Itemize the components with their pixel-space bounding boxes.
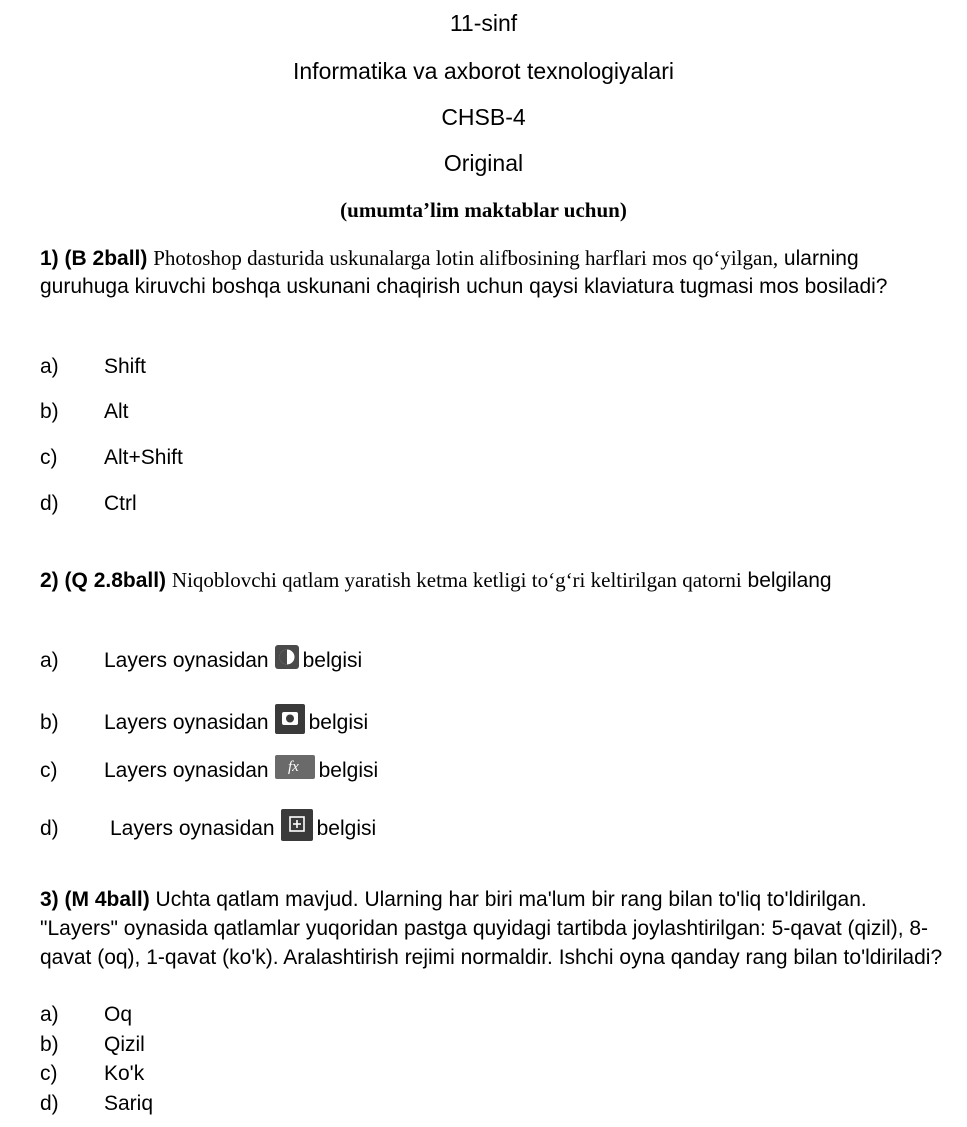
option-suffix: belgisi: [308, 711, 369, 735]
option-letter: a): [40, 355, 59, 378]
question-2: [40, 566, 945, 595]
question-number: 2): [40, 569, 59, 592]
option-text: Ctrl: [104, 492, 137, 515]
new-group-icon: [281, 809, 313, 850]
code-heading: CHSB-4: [441, 104, 526, 130]
option-text: Qizil: [104, 1033, 145, 1056]
question-text: Niqoblovchi qatlam yaratish ketma ketligi to‘g‘ri keltirilgan qatorni: [171, 568, 742, 592]
option-text: Alt: [104, 400, 129, 423]
question-number: 3): [40, 888, 59, 911]
question-points: (M 4ball): [64, 888, 150, 911]
option-letter: c): [40, 1062, 58, 1085]
option-letter: a): [40, 649, 59, 673]
option-2c[interactable]: [40, 755, 378, 785]
option-letter: c): [40, 759, 58, 783]
option-letter: d): [40, 492, 59, 515]
option-letter: d): [40, 817, 59, 841]
option-text: Layers oynasidan: [104, 711, 269, 735]
option-text: Ko'k: [104, 1062, 145, 1085]
option-letter: c): [40, 446, 58, 469]
option-text: Oq: [104, 1003, 133, 1026]
option-3b[interactable]: [40, 1030, 145, 1060]
option-text: Layers oynasidan: [110, 817, 275, 841]
question-text-continued: belgilang: [747, 569, 832, 592]
option-1d[interactable]: [40, 489, 137, 519]
option-3d[interactable]: [40, 1089, 153, 1119]
adjustment-layer-icon: [275, 645, 299, 678]
option-1a[interactable]: [40, 352, 146, 382]
option-text: Sariq: [104, 1092, 154, 1115]
option-1c[interactable]: [40, 443, 183, 473]
option-2a[interactable]: [40, 645, 362, 675]
option-1b[interactable]: [40, 397, 129, 427]
option-letter: a): [40, 1003, 59, 1026]
layer-mask-icon: [275, 704, 305, 743]
question-3: [40, 885, 945, 972]
option-suffix: belgisi: [302, 649, 363, 673]
option-suffix: belgisi: [316, 817, 377, 841]
grade-heading: 11-sinf: [449, 10, 518, 36]
fx-icon-label: fx: [287, 759, 299, 775]
option-text: Alt+Shift: [104, 446, 183, 469]
option-letter: b): [40, 400, 59, 423]
question-number: 1): [40, 247, 59, 270]
option-text: Layers oynasidan: [104, 649, 269, 673]
fx-icon: [275, 755, 315, 788]
option-3a[interactable]: [40, 1000, 132, 1030]
question-text-continued: ularning guruhuga kiruvchi boshqa uskunani chaqirish uchun qaysi klaviatura tugmasi mos bosiladi?: [40, 247, 888, 298]
option-2b[interactable]: [40, 704, 368, 734]
variant-heading: Original: [443, 150, 524, 176]
question-1: [40, 244, 945, 301]
option-3c[interactable]: [40, 1059, 144, 1089]
question-points: (Q 2.8ball): [64, 569, 167, 592]
option-letter: d): [40, 1092, 59, 1115]
option-2d[interactable]: [40, 809, 376, 839]
audience-heading: (umumta’lim maktablar uchun): [340, 198, 627, 222]
option-text: Layers oynasidan: [104, 759, 269, 783]
option-letter: b): [40, 711, 59, 735]
question-text: Uchta qatlam mavjud. Ularning har biri ma'lum bir rang bilan to'liq to'ldirilgan. "Layers" oynasida qatlamlar yuqoridan pastga quyidagi tartibda joylashtirilgan: 5-qavat (qizil), 8-qavat (oq), 1-qavat (ko'k). Aralashtirish rejimi normaldir. Ishchi oyna qanday rang bilan to'ldiriladi?: [40, 888, 943, 969]
option-suffix: belgisi: [318, 759, 379, 783]
question-text: Photoshop dasturida uskunalarga lotin alifbosining harflari mos qo‘yilgan,: [153, 246, 779, 270]
question-points: (B 2ball): [64, 247, 148, 270]
subject-heading: Informatika va axborot texnologiyalari: [293, 58, 674, 84]
option-text: Shift: [104, 355, 147, 378]
option-letter: b): [40, 1033, 59, 1056]
